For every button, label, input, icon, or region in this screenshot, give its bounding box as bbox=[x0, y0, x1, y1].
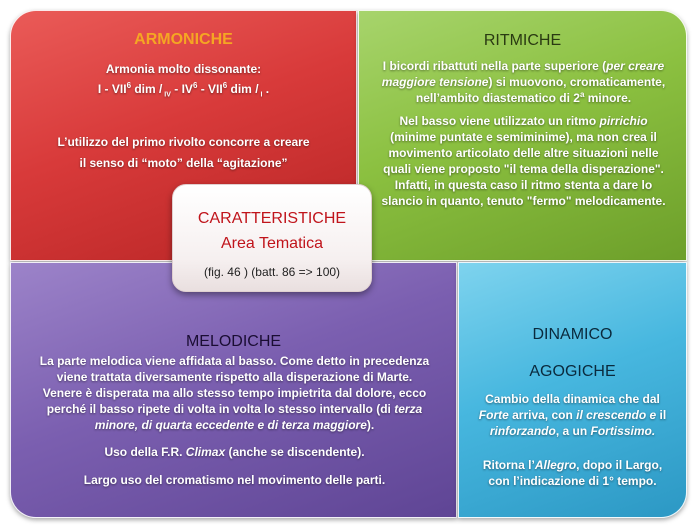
armoniche-title: ARMONICHE bbox=[134, 31, 233, 48]
melodiche-title: MELODICHE bbox=[185, 333, 282, 350]
melodiche-para3: Largo uso del cromatismo nel movimento delle parti. bbox=[83, 473, 386, 487]
agogiche-title: AGOGICHE bbox=[529, 363, 616, 380]
caratteristiche-center-box bbox=[172, 184, 372, 292]
armoniche-chord-progression: I - VII$^6$ dim / $_{IV} - IV^6 - VII^6$ dim / $_I$ . bbox=[97, 81, 270, 99]
melodiche-para1: La parte melodica viene affidata al basso. Come detto in precedenza viene trattata diversamente rispetto alla disperazione di Marte. Venere è disperata ma allo stesso tempo impietrita dal dolore, ecco perché il basso ripete di volta in volta lo stesso intervallo (di terza minore, di quarta eccedente e di terza maggiore). bbox=[39, 354, 430, 432]
ritmiche-panel bbox=[358, 10, 687, 261]
dinamico-para2: Ritorna l’Allegro, dopo il Largo, con l’indicazione di 1° tempo. bbox=[482, 458, 663, 488]
center-title: CARATTERISTICHE bbox=[197, 210, 347, 227]
ritmiche-para2: Nel basso viene utilizzato un ritmo pirrichio (minime puntate e semiminime), ma non crea il movimento articolato delle altre situazioni nelle quali viene proposto "il tema della disperazione". Infatti, in questa caso il ritmo stenta a dare lo slancio in quanto, tenuto "fermo" melodicamente. bbox=[381, 114, 666, 208]
armoniche-line1: Armonia molto dissonante: bbox=[105, 62, 262, 76]
melodiche-panel bbox=[10, 262, 457, 518]
dinamico-agogiche-panel bbox=[458, 262, 687, 518]
dinamico-title: DINAMICO bbox=[532, 326, 613, 343]
armoniche-para2: il senso di “moto” della “agitazione” bbox=[79, 156, 288, 170]
ritmiche-para1: I bicordi ribattuti nella parte superiore (per creare maggiore tensione) si muovono, cromaticamente, nell’ambito diastematico di 2$^a$ minore. bbox=[381, 59, 666, 105]
melodiche-para2: Uso della F.R. Climax (anche se discendente). bbox=[104, 445, 365, 459]
armoniche-para1: L’utilizzo del primo rivolto concorre a creare bbox=[57, 135, 310, 149]
center-subtitle: Area Tematica bbox=[221, 235, 323, 252]
dinamico-para1: Cambio della dinamica che dal Forte arriva, con il crescendo e il rinforzando, a un Fortissimo. bbox=[478, 392, 667, 438]
center-reference: (fig. 46 ) (batt. 86 => 100) bbox=[203, 265, 341, 279]
ritmiche-title: RITMICHE bbox=[483, 32, 562, 49]
